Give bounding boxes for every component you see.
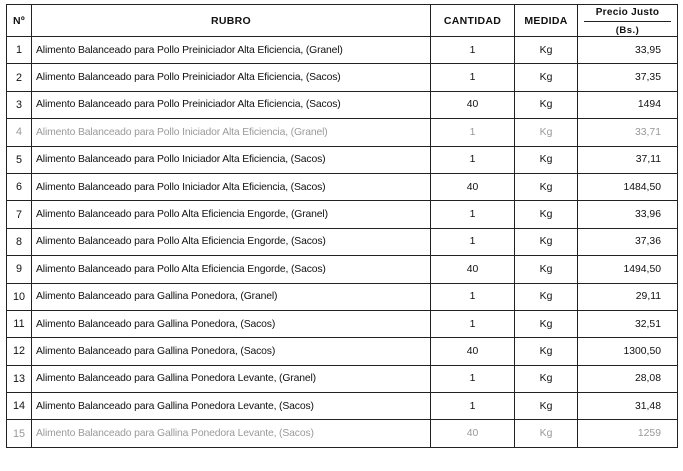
row-number: 8	[7, 228, 32, 255]
row-number: 7	[7, 201, 32, 228]
table-row	[7, 228, 678, 255]
row-rubro: Alimento Balanceado para Gallina Ponedora Levante, (Granel)	[32, 365, 431, 392]
row-rubro: Alimento Balanceado para Gallina Ponedora Levante, (Sacos)	[32, 393, 431, 420]
row-rubro: Alimento Balanceado para Gallina Ponedora, (Sacos)	[32, 310, 431, 337]
row-number: 2	[7, 64, 32, 91]
row-number: 12	[7, 338, 32, 365]
row-precio: 1484,50	[578, 173, 678, 200]
row-number: 14	[7, 393, 32, 420]
price-table	[6, 4, 678, 448]
row-medida: Kg	[515, 37, 578, 64]
row-number: 1	[7, 37, 32, 64]
row-medida: Kg	[515, 173, 578, 200]
row-number: 3	[7, 91, 32, 118]
row-cantidad: 40	[431, 91, 515, 118]
row-cantidad: 1	[431, 64, 515, 91]
row-rubro: Alimento Balanceado para Pollo Alta Eficiencia Engorde, (Sacos)	[32, 256, 431, 283]
row-rubro: Alimento Balanceado para Gallina Ponedora, (Sacos)	[32, 338, 431, 365]
row-medida: Kg	[515, 256, 578, 283]
row-rubro: Alimento Balanceado para Gallina Ponedora Levante, (Sacos)	[32, 420, 431, 447]
row-rubro: Alimento Balanceado para Pollo Iniciador Alta Eficiencia, (Sacos)	[32, 173, 431, 200]
row-cantidad: 1	[431, 201, 515, 228]
table-row	[7, 256, 678, 283]
row-rubro: Alimento Balanceado para Pollo Preiniciador Alta Eficiencia, (Sacos)	[32, 64, 431, 91]
row-number: 6	[7, 173, 32, 200]
row-rubro: Alimento Balanceado para Pollo Alta Eficiencia Engorde, (Granel)	[32, 201, 431, 228]
row-number: 10	[7, 283, 32, 310]
row-precio: 32,51	[578, 310, 678, 337]
row-number: 11	[7, 310, 32, 337]
row-medida: Kg	[515, 201, 578, 228]
row-rubro: Alimento Balanceado para Pollo Preiniciador Alta Eficiencia, (Granel)	[32, 37, 431, 64]
row-cantidad: 1	[431, 393, 515, 420]
row-medida: Kg	[515, 64, 578, 91]
row-cantidad: 1	[431, 283, 515, 310]
row-cantidad: 1	[431, 228, 515, 255]
row-precio: 37,11	[578, 146, 678, 173]
header-row	[7, 5, 678, 37]
header-cantidad: CANTIDAD	[431, 5, 515, 37]
row-medida: Kg	[515, 338, 578, 365]
row-medida: Kg	[515, 146, 578, 173]
row-cantidad: 1	[431, 37, 515, 64]
row-precio: 31,48	[578, 393, 678, 420]
table-row	[7, 119, 678, 146]
row-medida: Kg	[515, 91, 578, 118]
row-cantidad: 40	[431, 256, 515, 283]
row-medida: Kg	[515, 228, 578, 255]
row-cantidad: 1	[431, 365, 515, 392]
row-number: 9	[7, 256, 32, 283]
header-medida: MEDIDA	[515, 5, 578, 37]
row-medida: Kg	[515, 365, 578, 392]
row-cantidad: 40	[431, 173, 515, 200]
row-number: 15	[7, 420, 32, 447]
table-row	[7, 146, 678, 173]
table-row	[7, 173, 678, 200]
table-row	[7, 420, 678, 447]
price-table-sheet	[6, 4, 677, 448]
row-cantidad: 1	[431, 119, 515, 146]
header-rubro: RUBRO	[32, 5, 431, 37]
row-precio: 33,96	[578, 201, 678, 228]
table-body	[7, 37, 678, 448]
row-number: 13	[7, 365, 32, 392]
table-row	[7, 393, 678, 420]
table-row	[7, 310, 678, 337]
row-precio: 37,36	[578, 228, 678, 255]
table-row	[7, 283, 678, 310]
row-precio: 29,11	[578, 283, 678, 310]
row-rubro: Alimento Balanceado para Pollo Alta Eficiencia Engorde, (Sacos)	[32, 228, 431, 255]
row-cantidad: 1	[431, 146, 515, 173]
row-rubro: Alimento Balanceado para Pollo Iniciador Alta Eficiencia, (Sacos)	[32, 146, 431, 173]
table-row	[7, 64, 678, 91]
table-row	[7, 365, 678, 392]
row-precio: 1494,50	[578, 256, 678, 283]
row-rubro: Alimento Balanceado para Pollo Preiniciador Alta Eficiencia, (Sacos)	[32, 91, 431, 118]
row-precio: 1259	[578, 420, 678, 447]
header-precio-title: Precio Justo	[584, 6, 671, 22]
row-number: 4	[7, 119, 32, 146]
row-precio: 28,08	[578, 365, 678, 392]
row-precio: 37,35	[578, 64, 678, 91]
header-precio-unit: (Bs.)	[615, 24, 640, 36]
row-precio: 1494	[578, 91, 678, 118]
row-medida: Kg	[515, 393, 578, 420]
table-row	[7, 37, 678, 64]
table-row	[7, 338, 678, 365]
row-rubro: Alimento Balanceado para Gallina Ponedora, (Granel)	[32, 283, 431, 310]
row-number: 5	[7, 146, 32, 173]
table-row	[7, 201, 678, 228]
row-precio: 1300,50	[578, 338, 678, 365]
row-medida: Kg	[515, 420, 578, 447]
row-cantidad: 40	[431, 338, 515, 365]
row-medida: Kg	[515, 310, 578, 337]
row-cantidad: 1	[431, 310, 515, 337]
table-row	[7, 91, 678, 118]
row-medida: Kg	[515, 283, 578, 310]
row-cantidad: 40	[431, 420, 515, 447]
header-precio	[578, 5, 678, 37]
row-precio: 33,95	[578, 37, 678, 64]
row-rubro: Alimento Balanceado para Pollo Iniciador Alta Eficiencia, (Granel)	[32, 119, 431, 146]
row-medida: Kg	[515, 119, 578, 146]
header-number: Nº	[7, 5, 32, 37]
row-precio: 33,71	[578, 119, 678, 146]
